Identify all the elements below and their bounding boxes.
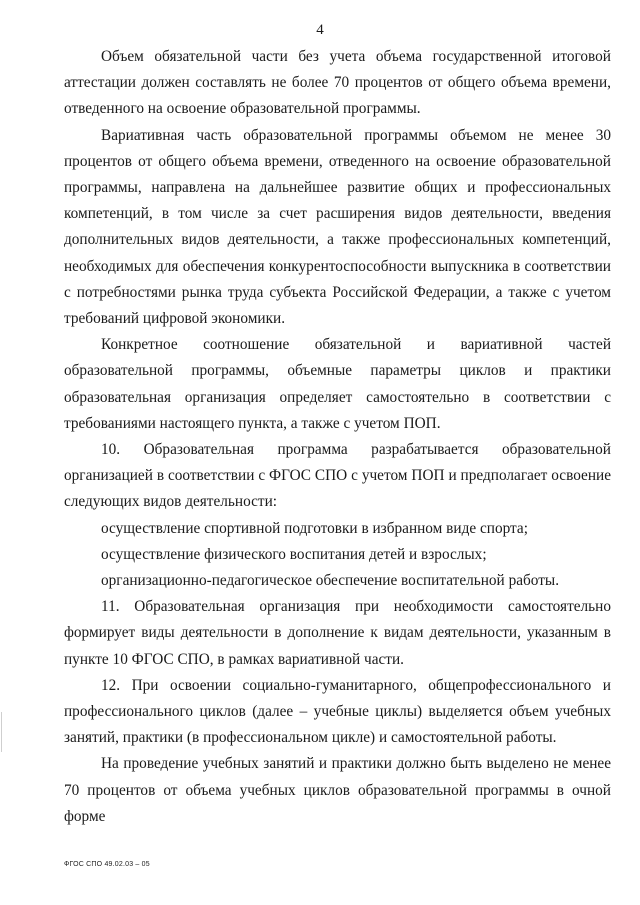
scan-margin-mark: [1, 712, 2, 752]
document-footer-code: ФГОС СПО 49.02.03 – 05: [64, 861, 150, 868]
paragraph-clause-11: 11. Образовательная организация при необходимости самостоятельно формирует виды деятельности в дополнение к видам деятельности, указанным в пункте 10 ФГОС СПО, в рамках вариативной части.: [64, 598, 611, 668]
paragraph-clause-12: 12. При освоении социально-гуманитарного, общепрофессионального и профессионального циклов (далее – учебные циклы) выделяется объем учебных занятий, практики (в профессиональном цикле) и самостоятельной работы.: [64, 676, 611, 747]
document-body: [64, 44, 611, 830]
paragraph-study-hours: На проведение учебных занятий и практики должно быть выделено не менее 70 процентов от объема учебных циклов образовательной программы в очной форме: [64, 755, 611, 825]
list-item-activity-2: осуществление физического воспитания детей и взрослых;: [101, 545, 487, 563]
list-item-activity-1: осуществление спортивной подготовки в избранном виде спорта;: [101, 519, 528, 537]
paragraph-clause-10: 10. Образовательная программа разрабатывается образовательной организацией в соответствии с ФГОС СПО с учетом ПОП и предполагает освоение следующих видов деятельности:: [64, 441, 611, 511]
paragraph-ratio: Конкретное соотношение обязательной и вариативной частей образовательной программы, объемные параметры циклов и практики образовательная организация определяет самостоятельно в соответствии с требованиями настоящего пункта, а также с учетом ПОП.: [64, 336, 611, 432]
list-item-activity-3: организационно-педагогическое обеспечение воспитательной работы.: [101, 572, 560, 590]
paragraph-variable-part: Вариативная часть образовательной программы объемом не менее 30 процентов от общего объема времени, отведенного на освоение образовательной программы, направлена на дальнейшее развитие общих и профессиональных компетенций, в том числе за счет расширения видов деятельности, введения дополнительных видов деятельности, а также профессиональных компетенций, необходимых для обеспечения конкурентоспособности выпускника в соответствии с потребностями рынка труда субъекта Российской Федерации, а также с учетом требований цифровой экономики.: [64, 126, 611, 328]
page-number: 4: [316, 22, 324, 38]
paragraph-mandatory-part: Объем обязательной части без учета объема государственной итоговой аттестации должен составлять не более 70 процентов от общего объема времени, отведенного на освоение образовательной программы.: [64, 48, 611, 118]
